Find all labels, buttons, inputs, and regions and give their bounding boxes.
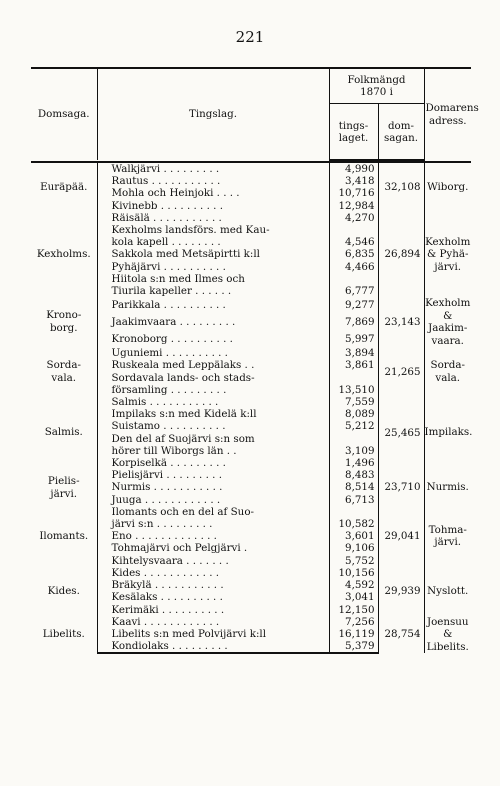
tingslaget-population: 3,109 [329,445,378,457]
domsagan-population: 28,754 [378,616,424,654]
tingslag-name: Hiitola s:n med Ilmes och [111,272,245,285]
tingslag-cell [97,555,329,567]
tingslag-cell [97,445,329,457]
adress-cell [424,506,471,567]
table-row [31,567,471,579]
tingslag-name: Ruskeala med Leppälaks . . [111,359,255,372]
tingslag-name: Kondiolaks . . . . . . . . . [111,640,228,653]
tingslaget-population: 5,212 [329,420,378,432]
tingslag-name: Eno . . . . . . . . . . . . . [111,530,217,543]
tingslaget-population [329,273,378,285]
tingslag-cell [97,567,329,579]
tingslag-cell [97,433,329,445]
adress-cell [424,297,471,347]
domsaga-name: Kides. [47,584,80,597]
tingslaget-population: 7,256 [329,616,378,628]
tingslag-cell [97,212,329,224]
header-tingslag: Tingslag. [97,68,329,160]
domsaga-name: Krono- [46,309,82,322]
domsaga-name: Ilomants. [39,529,89,542]
domsaga-cell [31,347,97,396]
domsaga-name: Salmis. [44,426,83,439]
tingslaget-population [329,506,378,518]
tingslaget-population: 4,592 [329,579,378,591]
tingslag-name: Sakkola med Metsäpirtti k:ll [111,248,260,261]
tingslag-cell [97,175,329,187]
adress-cell [424,616,471,654]
domsaga-name: Libelits. [42,628,85,640]
tingslag-name: Tiurila kapeller . . . . . . [111,285,232,298]
tingslag-cell [97,408,329,420]
tingslag-name: Libelits s:n med Polvijärvi k:ll [111,627,267,640]
domsagan-population: 21,265 [378,347,424,396]
tingslag-cell [97,297,329,314]
tingslaget-population: 4,466 [329,261,378,273]
tingslaget-population: 12,150 [329,604,378,616]
tingslag-name: järvi s:n . . . . . . . . . [111,518,213,531]
domarens-adress: järvi. [434,260,462,273]
tingslaget-population: 10,716 [329,187,378,199]
domsaga-cell [31,396,97,469]
tingslaget-population: 6,777 [329,285,378,297]
table-body [31,162,471,653]
header-adress: Domarens adress. [424,68,471,160]
tingslaget-population: 3,601 [329,530,378,542]
tingslag-name: Walkjärvi . . . . . . . . . [111,163,220,175]
table-row [31,469,471,481]
tingslag-name: Nurmis . . . . . . . . . . . [111,481,223,494]
tingslag-cell [97,579,329,591]
domsaga-cell [31,162,97,212]
tingslaget-population [329,372,378,384]
tingslag-cell [97,285,329,297]
domsagan-population: 32,108 [378,162,424,212]
tingslag-cell [97,604,329,616]
domsaga-name: Pielis- [47,474,80,487]
adress-cell [424,347,471,396]
tingslag-cell [97,457,329,469]
table-row [31,162,471,175]
domarens-adress: & Pyhä- [427,248,469,261]
domarens-adress: Nyslott. [427,585,469,598]
domsaga-cell [31,212,97,297]
tingslaget-population: 4,546 [329,236,378,248]
tingslag-cell [97,162,329,175]
tingslag-name: Uguniemi . . . . . . . . . . [111,347,228,360]
tingslag-name: Suistamo . . . . . . . . . . [111,420,226,433]
tingslag-name: Kexholms landsförs. med Kau- [111,224,270,237]
table-row [31,347,471,359]
domarens-adress: & Jaakim- [428,309,468,335]
tingslag-name: Kihtelysvaara . . . . . . . [111,554,229,567]
tingslaget-population: 3,418 [329,175,378,187]
tingslag-name: Kides . . . . . . . . . . . . [111,566,220,579]
tingslaget-population: 7,559 [329,396,378,408]
tingslag-cell [97,347,329,359]
tingslag-cell [97,591,329,603]
tingslaget-population: 6,713 [329,494,378,506]
table-row [31,396,471,408]
domarens-adress: Sorda- [430,359,465,372]
tingslag-cell [97,248,329,260]
tingslag-name: hörer till Wiborgs län . . [111,444,237,457]
tingslag-name: Ilomants och en del af Suo- [111,505,254,518]
adress-cell [424,567,471,616]
tingslaget-population: 6,835 [329,248,378,260]
domsaga-cell [31,297,97,347]
domarens-adress: Kexholm [425,297,471,310]
tingslaget-population: 7,869 [329,314,378,331]
tingslag-name: kola kapell . . . . . . . . [111,236,221,249]
tingslaget-population: 8,089 [329,408,378,420]
tingslag-name: Tohmajärvi och Pelgjärvi . [111,542,248,555]
tingslag-name: Rautus . . . . . . . . . . . [111,175,221,188]
table-row [31,506,471,518]
table-row [31,212,471,224]
domsagan-population: 26,894 [378,212,424,297]
tingslag-name: Kerimäki . . . . . . . . . . [111,603,225,616]
tingslag-cell [97,420,329,432]
tingslag-cell [97,236,329,248]
tingslag-cell [97,481,329,493]
tingslag-cell [97,372,329,384]
tingslag-cell [97,530,329,542]
tingslag-name: Pielisjärvi . . . . . . . . . [111,469,222,482]
tingslag-cell [97,261,329,273]
tingslaget-population [329,433,378,445]
tingslag-name: Sordavala lands- och stads- [111,371,255,384]
tingslag-name: Jaakimvaara . . . . . . . . . [111,316,236,329]
tingslag-name: Kronoborg . . . . . . . . . . [111,332,233,345]
tingslaget-population: 12,984 [329,200,378,212]
domarens-adress: Joensuu & [426,615,469,641]
header-domsagan: dom- sagan. [378,104,424,161]
tingslag-name: Salmis . . . . . . . . . . . [111,396,219,409]
adress-cell [424,162,471,212]
tingslag-name: Parikkala . . . . . . . . . . [111,299,226,312]
header-folkmangd: Folkmängd 1870 i [329,68,424,104]
domsaga-cell [31,506,97,567]
domarens-adress: Kexholm [425,235,471,248]
domsaga-name: vala. [51,371,77,384]
tingslaget-population: 5,997 [329,331,378,348]
tingslag-name: Impilaks s:n med Kidelä k:ll [111,408,257,421]
tingslag-cell [97,396,329,408]
domsaga-name: borg. [49,322,78,335]
domsaga-cell [31,616,97,654]
tingslag-cell [97,640,329,653]
tingslag-name: Mohla och Heinjoki . . . . [111,187,240,200]
page-number: 221 [235,28,265,46]
domsaga-name: Sorda- [46,358,81,371]
domarens-adress: Libelits. [426,640,469,653]
tingslaget-population: 1,496 [329,457,378,469]
tingslaget-population: 8,483 [329,469,378,481]
tingslag-cell [97,506,329,518]
tingslag-cell [97,314,329,331]
tingslaget-population: 10,156 [329,567,378,579]
tingslag-name: Bräkylä . . . . . . . . . . . [111,579,224,592]
tingslaget-population: 3,861 [329,359,378,371]
tingslag-cell [97,200,329,212]
tingslaget-population: 8,514 [329,481,378,493]
adress-cell [424,212,471,297]
tingslaget-population: 4,990 [329,162,378,175]
tingslag-cell [97,273,329,285]
header-domsaga: Domsaga. [31,68,97,160]
tingslaget-population: 3,894 [329,347,378,359]
tingslag-name: Kaavi . . . . . . . . . . . . [111,615,220,628]
domsagan-population: 23,710 [378,469,424,506]
tingslaget-population: 4,270 [329,212,378,224]
adress-cell [424,396,471,469]
tingslaget-population: 5,379 [329,640,378,653]
domsagan-population: 25,465 [378,396,424,469]
domarens-adress: Impilaks. [424,426,473,439]
domsaga-cell [31,469,97,506]
tingslag-cell [97,384,329,396]
tingslaget-population [329,224,378,236]
domsagan-population: 29,939 [378,567,424,616]
tingslag-name: Räisälä . . . . . . . . . . . [111,211,222,224]
tingslag-cell [97,187,329,199]
domsaga-name: Kexholms. [36,248,91,261]
tingslag-cell [97,469,329,481]
domarens-adress: järvi. [434,536,462,549]
tingslaget-population: 9,106 [329,542,378,554]
tingslag-cell [97,494,329,506]
tingslag-cell [97,616,329,628]
domsagan-population: 23,143 [378,297,424,347]
tingslaget-population: 9,277 [329,297,378,314]
table-row [31,297,471,314]
tingslag-cell [97,628,329,640]
tingslag-cell [97,331,329,348]
domsagan-population: 29,041 [378,506,424,567]
tingslaget-population: 13,510 [329,384,378,396]
tingslag-cell [97,359,329,371]
tingslaget-population: 3,041 [329,591,378,603]
domarens-adress: Tohma- [428,523,467,536]
tingslaget-population: 16,119 [329,628,378,640]
tingslag-table [31,67,479,654]
domarens-adress: Nurmis. [426,481,469,494]
tingslag-cell [97,224,329,236]
adress-cell [424,469,471,506]
domsaga-name: järvi. [50,487,78,500]
tingslag-name: Pyhäjärvi . . . . . . . . . . [111,260,226,273]
tingslag-name: församling . . . . . . . . . [111,383,227,396]
tingslag-name: Kivinebb . . . . . . . . . . [111,199,223,212]
header-tingslaget: tings- laget. [329,104,378,161]
tingslag-name: Korpiselkä . . . . . . . . . [111,457,226,470]
tingslag-cell [97,518,329,530]
domarens-adress: Wiborg. [427,181,469,194]
tingslag-name: Den del af Suojärvi s:n som [111,432,255,445]
tingslaget-population: 10,582 [329,518,378,530]
tingslaget-population: 5,752 [329,555,378,567]
domsaga-name: Euräpää. [40,180,88,193]
domsaga-cell [31,567,97,616]
table-row [31,616,471,628]
tingslag-cell [97,542,329,554]
tingslag-name: Kesälaks . . . . . . . . . . [111,591,223,604]
tingslag-name: Juuga . . . . . . . . . . . . [111,493,221,506]
domarens-adress: vaara. [431,334,464,347]
domarens-adress: vala. [435,371,461,384]
